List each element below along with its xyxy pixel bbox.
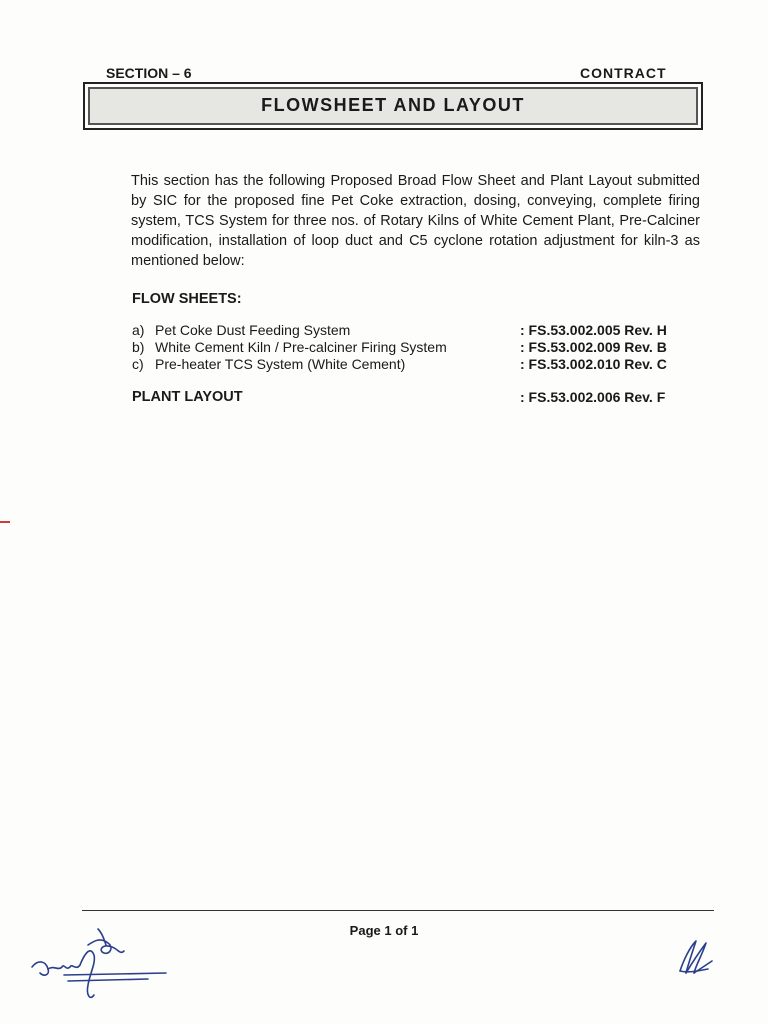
plant-layout-heading: PLANT LAYOUT <box>132 389 243 405</box>
scan-mark <box>0 521 10 523</box>
signature-icon <box>28 915 178 1010</box>
flow-sheet-letter: b) <box>132 339 145 355</box>
flow-sheets-heading: FLOW SHEETS: <box>132 291 242 307</box>
contract-label: CONTRACT <box>580 65 667 81</box>
footer-divider <box>82 910 714 911</box>
flow-sheet-row <box>132 356 687 374</box>
flow-sheet-letter: c) <box>132 356 144 372</box>
flow-sheet-code: : FS.53.002.009 Rev. B <box>520 339 667 355</box>
flow-sheet-label: Pet Coke Dust Feeding System <box>155 322 351 338</box>
plant-layout-code: : FS.53.002.006 Rev. F <box>520 389 666 405</box>
intro-paragraph: This section has the following Proposed Broad Flow Sheet and Plant Layout submitted by SIC for the proposed fine Pet Coke extraction, dosing, conveying, complete firing system, TCS System for three nos. of Rotary Kilns of White Cement Plant, Pre-Calciner modification, installation of loop duct and C5 cyclone rotation adjustment for kiln-3 as mentioned below: <box>131 173 700 269</box>
flow-sheet-letter: a) <box>132 322 145 338</box>
flow-sheet-label: Pre-heater TCS System (White Cement) <box>155 356 406 372</box>
flow-sheet-code: : FS.53.002.010 Rev. C <box>520 356 667 372</box>
flow-sheet-row <box>132 322 687 340</box>
flow-sheet-code: : FS.53.002.005 Rev. H <box>520 322 667 338</box>
flow-sheet-label: White Cement Kiln / Pre-calciner Firing System <box>155 339 447 355</box>
initials-icon <box>672 935 722 980</box>
section-label: SECTION – 6 <box>106 65 192 81</box>
title-box <box>83 82 703 130</box>
flow-sheet-row <box>132 339 687 357</box>
page-number: Page 1 of 1 <box>349 923 419 938</box>
page-title: FLOWSHEET AND LAYOUT <box>261 95 525 115</box>
